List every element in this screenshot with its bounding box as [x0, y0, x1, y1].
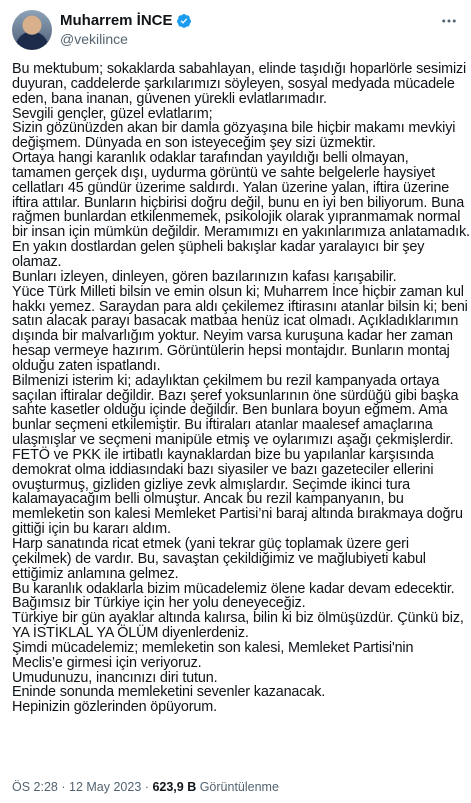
tweet-text-line: memleketin son kalesi Memleket Partisi’ni baraj altında bırakmaya doğru — [12, 506, 463, 523]
tweet-text-line: Bu mektubum; sokaklarda sabahlayan, elinde taşıdığı hoparlörle sesimizi — [12, 61, 467, 77]
tweet-text-line: Meclis’e girmesi için veriyoruz. — [12, 654, 202, 671]
tweet-text-line: Türkiye bir gün ayaklar altında kalırsa, bilin ki biz ölmüşüzdür. Çünkü biz, — [12, 610, 464, 627]
display-name[interactable]: Muharrem İNCE — [60, 12, 173, 29]
tweet-text-line: Sevgili gençler, güzel evlatlarım; — [12, 105, 213, 122]
handle[interactable]: @vekilince — [60, 31, 128, 47]
tweet-text-line: rağmen bunlardan etkilenmemek, psikolojik olarak yıpranmamak normal — [12, 209, 461, 226]
more-dots-icon — [440, 12, 458, 30]
tweet-text-line: olduğu zaten ispatlandı. — [12, 357, 161, 374]
meta-separator: · — [61, 780, 66, 794]
tweet-text-line: Yüce Türk Milleti bilsin ve emin olsun ki; Muharrem İnce hiçbir zaman kul — [12, 283, 464, 300]
tweet-text-line: Bilmenizi isterim ki; adaylıktan çekilmem bu rezil kampanyada ortaya — [12, 372, 440, 389]
tweet-text-line: Ortaya hangi karanlık odaklar tarafından yayıldığı belli olmayan, — [12, 150, 409, 167]
tweet-text-line: ovuşturmuş, gizliden gizliye zevk almışlardır. Seçimde ikinci tura — [12, 476, 410, 493]
tweet-text-line: Bu karanlık odaklarla bizim mücadelemiz ölene kadar devam edecektir. — [12, 580, 455, 597]
avatar[interactable] — [12, 10, 52, 50]
tweet-text-line: kalamayacağım belli olmuştur. Ancak bu rezil kampanyanın, bu — [12, 491, 404, 508]
tweet-meta — [12, 780, 279, 794]
tweet-text-line: hesap vermeye hazırım. Görüntülerin hepsi montajdır. Bunların montaj — [12, 343, 450, 360]
name-row — [60, 11, 192, 30]
tweet-text-line: değişmem. Dünyada en son isteyeceğim şey sizi üzmektir. — [12, 135, 376, 152]
tweet-text-line: Eninde sonunda memleketini sevenler kazanacak. — [12, 684, 326, 701]
tweet-text-line: Bunları izleyen, dinleyen, gören bazılarınızın kafası karışabilir. — [12, 268, 397, 285]
tweet-text-line: eden, bana inanan, güvenen yürekli evlatlarımadır. — [12, 90, 327, 107]
tweet-text-line: YA İSTİKLAL YA ÖLÜM diyenlerdeniz. — [12, 625, 249, 642]
more-horizontal-icon[interactable] — [439, 12, 459, 32]
tweet-date[interactable]: 12 May 2023 — [69, 780, 142, 794]
tweet-text-line: saçılan iftiralar değildir. Bazı şeref yoksunlarının öne sürdüğü gibi başka — [12, 387, 459, 404]
tweet-text-line: Hepinizin gözlerinden öpüyorum. — [12, 699, 217, 716]
tweet-time[interactable]: ÖS 2:28 — [12, 780, 58, 794]
tweet-text-line: gittiği için bu kararı aldım. — [12, 521, 171, 538]
tweet-text-line: sahte kasetler olduğu içinde değildir. Ben bunlara boyun eğmem. Ama — [12, 402, 448, 419]
views-label: Görüntülenme — [199, 780, 279, 794]
tweet-text-line: hakkı yemez. Saraydan para aldı çekilemez iftirasını atanlar bilsin ki; beni — [12, 298, 468, 315]
tweet-text-line: tamamen gerçek dışı, uydurma görüntü ve sahte belgelerle haysiyet — [12, 164, 436, 181]
tweet-text-line: En yakın dostlardan gelen şüpheli bakışlar kadar yaralayıcı bir şey — [12, 239, 425, 256]
meta-separator: · — [144, 780, 149, 794]
tweet-text-line: cellatları 45 gündür üzerime saldırdı. Yalan üzerine yalan, iftira üzerine — [12, 179, 450, 196]
tweet-text-line: Harp sanatında ricat etmek (yani tekrar güç toplamak üzere geri — [12, 536, 409, 552]
tweet-text-line: iftira attılar. Bunların hiçbirisi doğru değil, bunu en iyi ben biliyorum. Buna — [12, 194, 465, 211]
tweet-text-line: Sizin gözünüzden akan bir damla gözyaşına bile hiçbir makamı mevkiyi — [12, 120, 456, 137]
tweet-text-line: FETÖ ve PKK ile irtibatlı kaynaklardan bize bu yapılanlar karşısında — [12, 446, 434, 463]
tweet-text-line: olamaz. — [12, 253, 62, 270]
author-names — [60, 11, 192, 49]
tweet-text-line: Şimdi mücadelemiz; memleketin son kalesi, Memleket Partisi'nin — [12, 639, 414, 656]
tweet-text-line: bunlar seçmeni etkilemiştir. Bu iftiraları atanlar maalesef amaçlarına — [12, 417, 433, 434]
tweet-text-line: ulaşmışlar ve seçmeni manipüle etmiş ve oylarımızı aşağı çekmişlerdir. — [12, 432, 454, 449]
tweet-text-line: duyuran, caddelerde şarkılarımızı söyleyen, sosyal medyada mücadele — [12, 75, 455, 92]
tweet-text — [12, 61, 470, 716]
tweet-text-line: çekilmek) de vardır. Bu, savaştan çekildiğimiz ve mağlubiyeti kabul — [12, 550, 426, 567]
tweet-text-line: dışında bir malvarlığım yoktur. Neyim varsa kuruşuna kadar her zaman — [12, 328, 453, 345]
views-count: 623,9 B — [152, 780, 197, 794]
tweet-text-line: demokrat olma iddiasındaki bazı siyasiler ve bazı gazeteciler ellerini — [12, 461, 434, 478]
tweet-text-line: Bağımsız bir Türkiye için her yolu deneyeceğiz. — [12, 595, 306, 612]
tweet-text-line: satın alacak parayı basacak matbaa henüz icat olmadı. Açıkladıklarımın — [12, 313, 459, 330]
tweet-text-line: bir insan için mümkün değildir. Meramımızı en yakınlarımıza anlatamadık. — [12, 224, 470, 241]
tweet-text-line: Umudunuzu, inancınızı diri tutun. — [12, 669, 218, 686]
tweet-text-line: ettiğimiz anlamına gelmez. — [12, 565, 179, 582]
tweet-header — [12, 10, 459, 50]
verified-badge-icon — [176, 13, 192, 29]
